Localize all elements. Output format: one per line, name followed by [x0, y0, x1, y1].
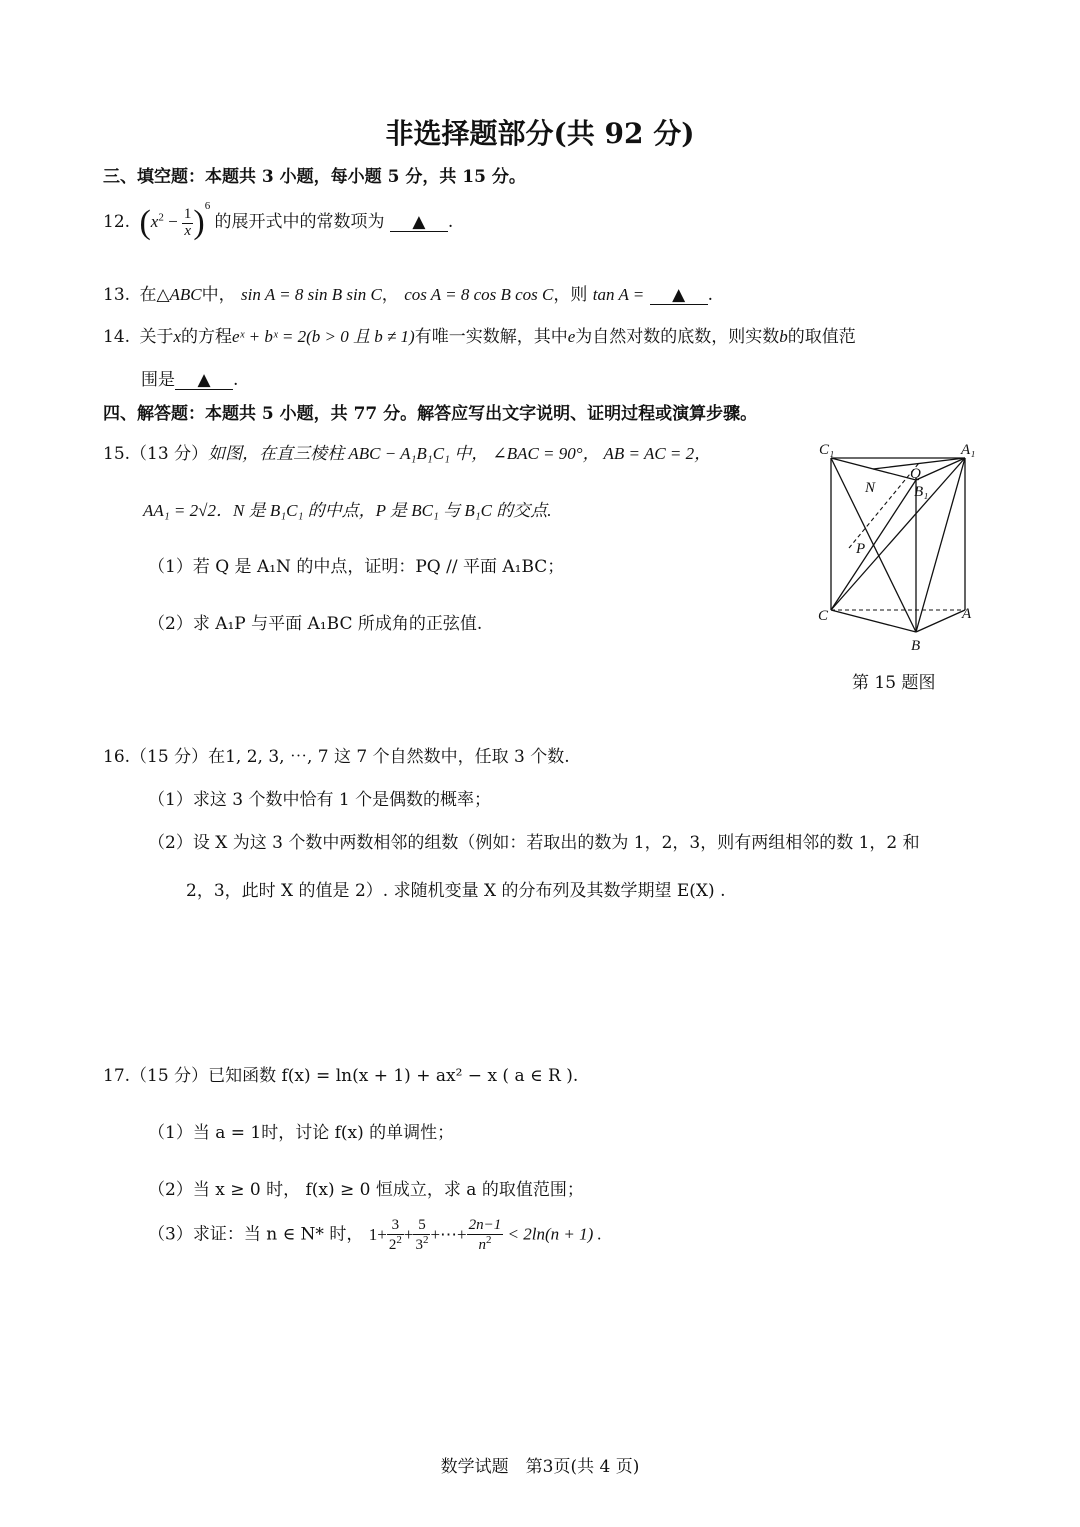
- q16-part2-line1: （2）设 X 为这 3 个数中两数相邻的组数（例如：若取出的数为 1，2，3，则有两组相邻的数 1，2 和: [148, 833, 920, 853]
- q13-equation-2: cos A = 8 cos B cos C: [404, 285, 554, 304]
- q17-part3-lead: （3）求证：当 n ∈ N* 时，: [148, 1224, 364, 1245]
- section-3-heading: 三、填空题：本题共 3 小题，每小题 5 分，共 15 分。: [103, 167, 526, 187]
- q17-part3: [148, 1218, 602, 1254]
- label-b1: B₁: [914, 484, 929, 500]
- q14-b: b: [779, 327, 788, 346]
- question-12: [103, 200, 453, 242]
- label-n: N: [865, 480, 876, 496]
- q13-separator: ，: [381, 285, 399, 305]
- q13-triangle: △ABC: [156, 285, 202, 304]
- q12-end: .: [447, 212, 454, 232]
- page-footer: 数学试题 第3页(共 4 页): [440, 1457, 640, 1477]
- question-14: [103, 322, 856, 347]
- q15-line2: AA₁ = 2√2．N 是 B₁C₁ 的中点，P 是 BC₁ 与 B₁C 的交点.: [143, 501, 552, 520]
- label-b: B: [911, 638, 921, 654]
- page-title: 非选择题部分(共 92 分): [385, 117, 695, 150]
- q14-equation: eˣ + bˣ = 2: [232, 327, 307, 346]
- q16-part2-line2: 2，3，此时 X 的值是 2）. 求随机变量 X 的分布列及其数学期望 E(X) .: [186, 881, 726, 901]
- question-17: [103, 1061, 578, 1086]
- question-score: （15 分）: [130, 1066, 209, 1086]
- label-a1: A₁: [961, 442, 976, 458]
- question-number: 15.: [103, 444, 131, 464]
- q14-text-b: 的方程: [181, 327, 232, 347]
- q17-line1: 已知函数 f(x) = ln(x + 1) + ax² − x ( a ∈ R ).: [208, 1066, 579, 1086]
- label-q: Q: [910, 466, 921, 482]
- q16-part1: （1）求这 3 个数中恰有 1 个是偶数的概率；: [148, 790, 492, 810]
- q14-text-d: 为自然对数的底数，则实数: [575, 327, 780, 347]
- label-c1: C₁: [819, 442, 835, 458]
- question-score: （15 分）: [130, 747, 209, 767]
- section-4-heading: 四、解答题：本题共 5 小题，共 77 分。解答应写出文字说明、证明过程或演算步骤。: [103, 404, 758, 424]
- answer-blank: ▲: [390, 214, 448, 232]
- q15-part2: （2）求 A₁P 与平面 A₁BC 所成角的正弦值.: [148, 614, 483, 634]
- answer-blank: ▲: [175, 372, 233, 390]
- q15-line1: 如图，在直三棱柱 ABC − A₁B₁C₁ 中， ∠BAC = 90°， AB = AC = 2，: [208, 444, 712, 463]
- question-15: [103, 439, 711, 464]
- q14-condition: (b > 0 且 b ≠ 1): [306, 327, 415, 346]
- q13-mid: 中，: [201, 285, 236, 305]
- q14-e: e: [567, 327, 576, 346]
- q13-then: ，则: [553, 285, 588, 305]
- question-13: [103, 280, 713, 305]
- q14-end: .: [233, 370, 239, 390]
- question-number: 14.: [103, 327, 131, 347]
- q13-ask: tan A =: [592, 285, 645, 304]
- q12-text: 的展开式中的常数项为: [214, 212, 385, 232]
- label-c: C: [818, 608, 829, 624]
- prism-figure: [805, 432, 990, 657]
- figure-caption: 第 15 题图: [852, 673, 936, 693]
- question-number: 12.: [103, 212, 131, 232]
- label-p: P: [856, 541, 866, 557]
- q17-part2: （2）当 x ≥ 0 时， f(x) ≥ 0 恒成立，求 a 的取值范围；: [148, 1180, 584, 1200]
- q13-lead: 在: [139, 285, 157, 305]
- question-number: 13.: [103, 285, 131, 305]
- q17-part1: （1）当 a = 1时，讨论 f(x) 的单调性；: [148, 1123, 455, 1143]
- question-number: 17.: [103, 1066, 131, 1086]
- q13-end: .: [707, 285, 714, 305]
- q14-text-c: 有唯一实数解，其中: [414, 327, 568, 347]
- q14-var: x: [173, 327, 181, 346]
- q14-text-e: 的取值范: [787, 327, 856, 347]
- q16-line1: 在1, 2, 3, ⋯, 7 这 7 个自然数中，任取 3 个数.: [208, 747, 570, 767]
- question-16: [103, 742, 570, 767]
- q14-line2: 围是: [141, 370, 175, 390]
- question-score: （13 分）: [130, 444, 209, 464]
- question-number: 16.: [103, 747, 131, 767]
- answer-blank: ▲: [650, 287, 708, 305]
- question-14-line-2: [141, 365, 238, 390]
- q12-expression: ($x^2$ − $\frac{1}{x}$ )$^6$: [139, 200, 211, 242]
- q15-part1: （1）若 Q 是 A₁N 的中点，证明：PQ // 平面 A₁BC；: [148, 557, 565, 577]
- q14-text-a: 关于: [139, 327, 174, 347]
- label-a: A: [962, 606, 972, 622]
- q13-equation-1: sin A = 8 sin B sin C: [241, 285, 382, 304]
- q17-part3-tail: < 2ln(n + 1) .: [507, 1224, 602, 1244]
- q17-series: 1+ $\frac{3}{2^2}$ + $\frac{5}{3^2}$ +⋯+ $\frac{2n-1}{n^2}$: [368, 1217, 502, 1253]
